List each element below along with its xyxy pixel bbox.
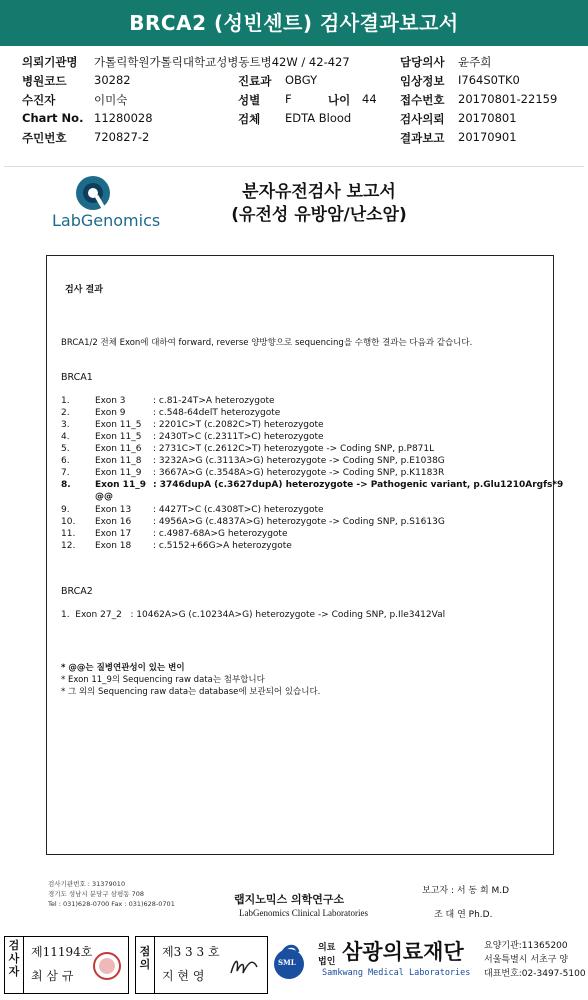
list-item: 10. Exon 16 : 4956A>G (c.4837A>G) heterozygote -> Coding SNP, p.S1613G bbox=[61, 517, 445, 527]
inspector-label: 검사자 bbox=[4, 936, 24, 994]
lab-code: 검사기관번호 : 31379010 bbox=[48, 880, 126, 888]
header-row bbox=[0, 130, 588, 148]
value-receipt-no: 20170801-22159 bbox=[458, 92, 558, 106]
brca2-label: BRCA2 bbox=[61, 586, 93, 597]
report-title-bar bbox=[0, 0, 588, 46]
header-row bbox=[0, 111, 588, 129]
list-item: 7. Exon 11_9 : 3667A>G (c.3548A>G) heterozygote -> Coding SNP, p.K1183R bbox=[61, 468, 445, 478]
label-sex: 성별 bbox=[238, 93, 261, 107]
value-sex: F bbox=[285, 92, 292, 106]
results-box bbox=[46, 255, 564, 855]
label-patient: 수진자 bbox=[22, 93, 56, 107]
scanned-report bbox=[4, 166, 584, 931]
label-chart-no: Chart No. bbox=[22, 111, 84, 125]
label-receipt-no: 접수번호 bbox=[400, 93, 445, 107]
lab-name-en: LabGenomics Clinical Laboratories bbox=[239, 908, 368, 918]
value-requesting-institution: 가톨릭학원가톨릭대학교성병동트병42W / 42-427 bbox=[94, 55, 350, 69]
value-hospital-code: 30282 bbox=[94, 73, 131, 87]
reporter-2: 조 대 연 Ph.D. bbox=[434, 910, 493, 920]
signature-icon bbox=[227, 951, 261, 981]
list-item: 2. Exon 9 : c.548-64delT heterozygote bbox=[61, 408, 281, 418]
brca2-result: 1. Exon 27_2 : 10462A>G (c.10234A>G) heterozygote -> Coding SNP, p.Ile3412Val bbox=[61, 610, 446, 620]
value-chart-no: 11280028 bbox=[94, 111, 153, 125]
label-department: 진료과 bbox=[238, 74, 272, 88]
physician-license: 제3 3 3 호 bbox=[162, 945, 220, 959]
label-hospital-code: 병원코드 bbox=[22, 74, 67, 88]
note-line: * 그 외의 Sequencing raw data는 database에 보관되어 있습니다. bbox=[61, 687, 321, 697]
header-row bbox=[0, 73, 588, 91]
reporter-1: 보고자 : 서 동 희 M.D bbox=[422, 886, 510, 896]
list-item: 6. Exon 11_8 : 3232A>G (c.3113A>G) heterozygote -> Coding SNP, p.E1038G bbox=[61, 456, 445, 466]
list-item: 9. Exon 13 : 4427T>C (c.4308T>C) heterozygote bbox=[61, 505, 324, 515]
value-report-date: 20170901 bbox=[458, 130, 517, 144]
label-request-date: 검사의뢰 bbox=[400, 112, 445, 126]
value-specimen: EDTA Blood bbox=[285, 111, 352, 125]
patient-info-header bbox=[0, 46, 588, 152]
brca1-label: BRCA1 bbox=[61, 372, 93, 383]
label-doctor: 담당의사 bbox=[400, 55, 445, 69]
red-seal-icon bbox=[92, 951, 122, 981]
value-doctor: 윤주희 bbox=[458, 55, 492, 69]
contact-line: 대표번호:02-3497-5100 bbox=[484, 969, 586, 979]
pathogenic-marker: @@ bbox=[95, 492, 113, 502]
label-specimen: 검체 bbox=[238, 112, 261, 126]
label-requesting-institution: 의뢰기관명 bbox=[22, 55, 78, 69]
label-resident-no: 주민번호 bbox=[22, 131, 67, 145]
label-age: 나이 bbox=[328, 93, 351, 107]
note-line: * @@는 질병연관성이 있는 변이 bbox=[61, 663, 185, 673]
physician-box bbox=[154, 936, 268, 994]
header-row bbox=[0, 54, 588, 72]
physician-name: 지 현 영 bbox=[162, 969, 205, 983]
list-item: 1. Exon 3 : c.81-24T>A heterozygote bbox=[61, 396, 275, 406]
inspector-box bbox=[23, 936, 129, 994]
contact-line: 요양기관:11365200 bbox=[484, 941, 568, 951]
list-item: 12. Exon 18 : c.5152+66G>A heterozygote bbox=[61, 541, 292, 551]
contact-line: 서울특별시 서초구 양 bbox=[484, 955, 568, 965]
lab-name: 랩지노믹스 의학연구소 bbox=[234, 893, 345, 906]
physician-label: 점의 bbox=[135, 936, 155, 994]
value-department: OBGY bbox=[285, 73, 318, 87]
value-resident-no: 720827-2 bbox=[94, 130, 150, 144]
list-item: 4. Exon 11_5 : 2430T>C (c.2311T>C) heterozygote bbox=[61, 432, 324, 442]
lab-phone: Tel : 031)628-0700 Fax : 031)628-0701 bbox=[48, 900, 175, 908]
list-item: 11. Exon 17 : c.4987-68A>G heterozygote bbox=[61, 529, 288, 539]
labgenomics-logo bbox=[48, 167, 168, 237]
value-age: 44 bbox=[362, 92, 377, 106]
inspector-license: 제11194호 bbox=[31, 945, 93, 959]
label-clinical-info: 임상정보 bbox=[400, 74, 445, 88]
logo-text: LabGenomics bbox=[52, 211, 161, 230]
value-request-date: 20170801 bbox=[458, 111, 517, 125]
brand-name: 삼광의료재단 bbox=[342, 940, 464, 964]
section-title: 검사 결과 bbox=[65, 285, 103, 295]
value-clinical-info: I764S0TK0 bbox=[458, 73, 520, 87]
report-title: BRCA2 (성빈센트) 검사결과보고서 bbox=[129, 11, 459, 35]
signature-footer bbox=[0, 934, 588, 1000]
brand-name-en: Samkwang Medical Laboratories bbox=[322, 968, 471, 978]
brand-small-1: 의료 bbox=[318, 943, 336, 953]
value-patient: 이미숙 bbox=[94, 93, 128, 107]
pathogenic-variant-item: 8. Exon 11_9 : 3746dupA (c.3627dupA) heterozygote -> Pathogenic variant, p.Glu1210Argfs*9 bbox=[61, 480, 564, 490]
list-item: 5. Exon 11_6 : 2731C>T (c.2612C>T) heterozygote -> Coding SNP, p.P871L bbox=[61, 444, 435, 454]
intro-text: BRCA1/2 전체 Exon에 대하여 forward, reverse 양방향으로 sequencing을 수행한 결과는 다음과 같습니다. bbox=[61, 338, 473, 348]
sml-logo-text: SML bbox=[278, 958, 296, 967]
brand-small-2: 법인 bbox=[318, 957, 336, 967]
list-item: 3. Exon 11_5 : 2201C>T (c.2082C>T) heterozygote bbox=[61, 420, 324, 430]
note-line: * Exon 11_9의 Sequencing raw data는 첨부합니다 bbox=[61, 675, 265, 685]
inspector-name: 최 삼 규 bbox=[31, 969, 74, 983]
lab-address-line: 경기도 성남시 분당구 삼평동 708 bbox=[48, 890, 145, 898]
report-doc-title: 분자유전검사 보고서 bbox=[242, 182, 396, 202]
report-doc-subtitle: (유전성 유방암/난소암) bbox=[231, 205, 407, 225]
lab-address bbox=[48, 879, 175, 909]
header-row bbox=[0, 92, 588, 110]
label-report-date: 결과보고 bbox=[400, 131, 445, 145]
